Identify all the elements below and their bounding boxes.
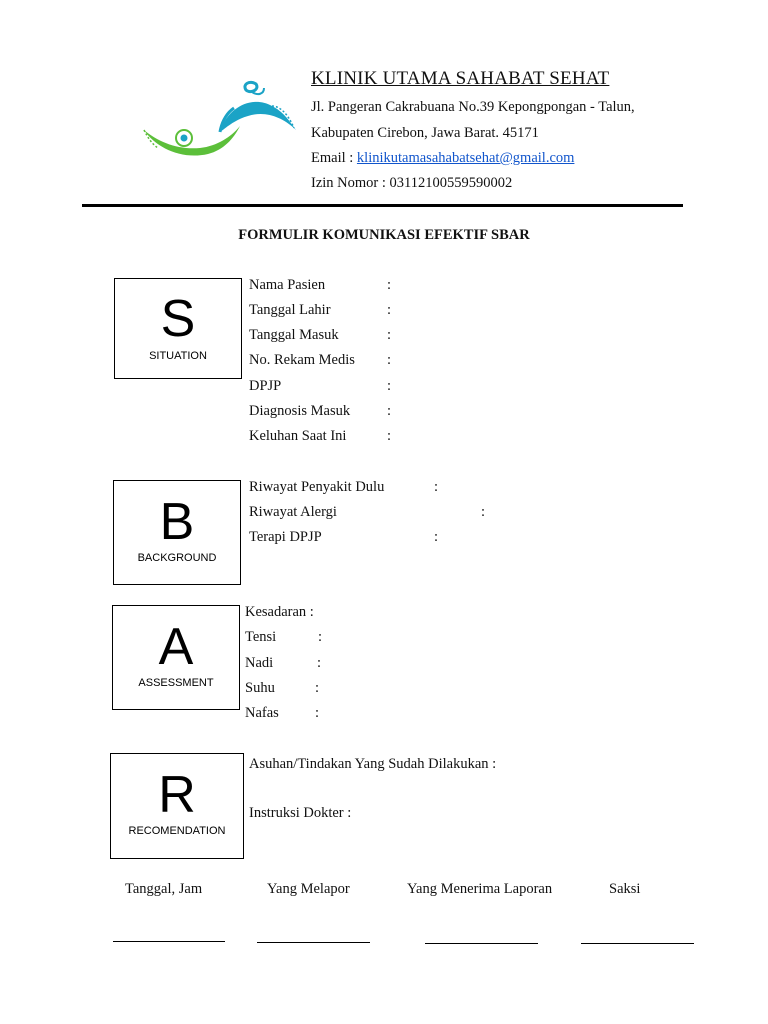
field-asuhan-tindakan-label: Asuhan/Tindakan Yang Sudah Dilakukan :	[249, 756, 497, 772]
email-link[interactable]: klinikutamasahabatsehat@gmail.com	[356, 150, 575, 166]
address-line-2: Kabupaten Cirebon, Jawa Barat. 45171	[311, 125, 539, 141]
permit-number: Izin Nomor : 03112100559590002	[311, 175, 513, 191]
assessment-letter: A	[158, 618, 194, 676]
header-divider	[82, 204, 683, 207]
signature-label-yang-melapor: Yang Melapor	[267, 881, 350, 897]
clinic-name: KLINIK UTAMA SAHABAT SEHAT	[311, 68, 610, 89]
form-title: FORMULIR KOMUNIKASI EFEKTIF SBAR	[238, 227, 530, 243]
field-tanggal-masuk-label: Tanggal Masuk	[249, 327, 339, 343]
field-kesadaran-label: Kesadaran :	[245, 604, 314, 620]
colon: :	[434, 479, 439, 495]
situation-letter: S	[160, 290, 196, 348]
email-row	[311, 150, 574, 167]
signature-line-tanggal-jam	[113, 941, 225, 942]
field-nadi-label: Nadi	[245, 655, 274, 671]
field-no-rekam-medis-label: No. Rekam Medis	[249, 352, 355, 368]
field-instruksi-dokter-label: Instruksi Dokter :	[249, 805, 352, 821]
signature-label-yang-menerima: Yang Menerima Laporan	[407, 881, 553, 897]
signature-line-yang-melapor	[257, 942, 370, 943]
situation-box	[114, 278, 242, 379]
colon: :	[387, 428, 392, 444]
field-nama-pasien-label: Nama Pasien	[249, 277, 326, 293]
colon: :	[387, 327, 392, 343]
colon: :	[315, 705, 320, 721]
field-riwayat-penyakit-dulu-label: Riwayat Penyakit Dulu	[249, 479, 385, 495]
clinic-wave-logo-icon	[138, 72, 300, 168]
field-tanggal-lahir-label: Tanggal Lahir	[249, 302, 331, 318]
colon: :	[387, 302, 392, 318]
field-dpjp-label: DPJP	[249, 378, 282, 394]
colon: :	[387, 378, 392, 394]
field-nafas-label: Nafas	[245, 705, 279, 721]
email-label: Email :	[311, 150, 357, 166]
recommendation-word: RECOMENDATION	[128, 825, 226, 837]
recommendation-box	[110, 753, 244, 859]
field-diagnosis-masuk-label: Diagnosis Masuk	[249, 403, 351, 419]
signature-label-tanggal-jam: Tanggal, Jam	[125, 881, 203, 897]
colon: :	[434, 529, 439, 545]
field-riwayat-alergi-label: Riwayat Alergi	[249, 504, 337, 520]
background-letter: B	[159, 493, 195, 551]
address-line-1: Jl. Pangeran Cakrabuana No.39 Kepongpongan - Talun,	[311, 99, 635, 115]
recommendation-letter: R	[158, 766, 196, 824]
colon: :	[317, 655, 322, 671]
colon: :	[318, 629, 323, 645]
colon: :	[387, 352, 392, 368]
colon: :	[481, 504, 486, 520]
situation-word: SITUATION	[149, 350, 207, 362]
colon: :	[387, 403, 392, 419]
assessment-word: ASSESSMENT	[138, 677, 214, 689]
colon: :	[387, 277, 392, 293]
background-box	[113, 480, 241, 585]
clinic-logo	[138, 72, 300, 168]
colon: :	[315, 680, 320, 696]
assessment-box	[112, 605, 240, 710]
field-terapi-dpjp-label: Terapi DPJP	[249, 529, 322, 545]
signature-line-saksi	[581, 943, 694, 944]
field-tensi-label: Tensi	[245, 629, 277, 645]
field-suhu-label: Suhu	[245, 680, 275, 696]
background-word: BACKGROUND	[137, 552, 217, 564]
field-keluhan-saat-ini-label: Keluhan Saat Ini	[249, 428, 347, 444]
signature-line-yang-menerima	[425, 943, 538, 944]
signature-label-saksi: Saksi	[609, 881, 641, 897]
